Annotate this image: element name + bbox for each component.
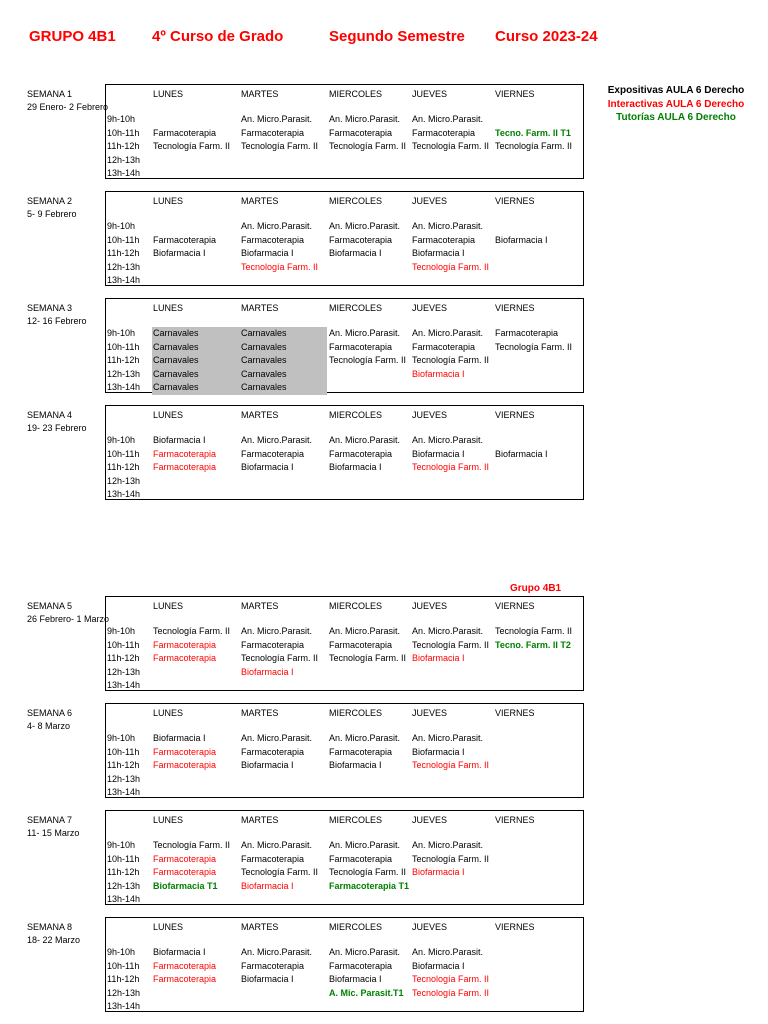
class-slot: Biofarmacia I [329,462,382,472]
day-header: JUEVES [412,89,448,99]
day-header: MARTES [241,196,279,206]
week-dates: 5- 9 Febrero [27,208,77,219]
day-header: MIERCOLES [329,410,383,420]
class-slot: Farmacoterapia [329,960,393,971]
day-header: MIERCOLES [329,196,383,206]
hour-label: 13h-14h [107,680,141,690]
hour-label: 13h-14h [107,1001,141,1011]
class-slot: Biofarmacia I [153,733,206,743]
class-slot: An. Micro.Parasit. [329,840,401,850]
week-name: SEMANA 4 [27,410,73,420]
class-slot: Farmacoterapia [153,760,217,770]
week-label [27,302,87,327]
class-slot: Farmacoterapia [153,853,217,864]
class-slot: An. Micro.Parasit. [412,840,484,850]
class-slot: Biofarmacia I [412,248,465,258]
week-dates: 18- 22 Marzo [27,934,81,945]
class-slot: Tecnología Farm. II [329,141,407,151]
class-slot: An. Micro.Parasit. [241,435,313,445]
class-slot: An. Micro.Parasit. [412,114,484,124]
class-slot: Tecnología Farm. II [153,840,231,850]
class-slot: Farmacoterapia [329,639,393,650]
class-slot: An. Micro.Parasit. [412,328,484,338]
class-slot: Tecnología Farm. II [329,653,407,663]
class-slot: Carnavales [153,368,199,379]
class-slot: An. Micro.Parasit. [412,626,484,636]
day-header: MIERCOLES [329,815,383,825]
class-slot: Tecnología Farm. II [329,867,407,877]
week-dates: 12- 16 Febrero [27,315,87,326]
class-slot: Tecnología Farm. II [412,987,490,998]
class-slot: Biofarmacia I [412,867,465,877]
hour-label: 11h-12h [107,462,140,472]
class-slot: Farmacoterapia [153,462,217,472]
class-slot: Tecnología Farm. II [241,141,319,151]
hour-label: 9h-10h [107,221,136,231]
class-slot: Tecnología Farm. II [241,261,319,272]
day-header: JUEVES [412,303,448,313]
hour-label: 12h-13h [107,154,141,165]
class-slot: Farmacoterapia [241,639,305,650]
week-dates: 4- 8 Marzo [27,720,71,731]
day-header: LUNES [153,601,184,611]
class-slot: Biofarmacia I [241,462,294,472]
class-slot: Biofarmacia I [329,974,382,984]
day-header: MARTES [241,410,279,420]
hour-label: 11h-12h [107,355,140,365]
class-slot: Carnavales [241,341,287,352]
class-slot: Farmacoterapia [412,127,476,138]
day-header: MARTES [241,708,279,718]
week-table [105,703,584,798]
class-slot: An. Micro.Parasit. [241,114,313,124]
class-slot: Farmacoterapia [329,234,393,245]
hour-label: 9h-10h [107,114,136,124]
class-slot: Tecnología Farm. II [153,141,231,151]
hour-label: 10h-11h [107,341,140,352]
hour-label: 13h-14h [107,787,141,797]
week-label [27,409,87,434]
class-slot: Farmacoterapia [241,234,305,245]
class-slot: Biofarmacia I [241,760,294,770]
class-slot: Farmacoterapia [241,127,305,138]
class-slot: Tecno. Farm. II T2 [495,639,571,650]
week-label [27,707,72,732]
legend-expositivas: Expositivas AULA 6 Derecho [607,85,745,96]
class-slot: An. Micro.Parasit. [412,221,484,231]
hour-label: 11h-12h [107,760,140,770]
class-slot: Farmacoterapia [153,867,217,877]
year-title: Curso 2023-24 [495,28,598,45]
class-slot: Farmacoterapia [329,341,393,352]
class-slot: Farmacoterapia [153,234,217,245]
week-table [105,917,584,1012]
class-slot: An. Micro.Parasit. [241,947,313,957]
hour-label: 12h-13h [107,773,141,784]
day-header: VIERNES [495,196,535,206]
class-slot: Biofarmacia I [241,974,294,984]
day-header: JUEVES [412,922,448,932]
day-header: MARTES [241,601,279,611]
class-slot: Farmacoterapia [329,127,393,138]
class-slot: Biofarmacia I [495,448,548,459]
hour-label: 10h-11h [107,746,140,757]
class-slot: Biofarmacia I [241,248,294,258]
class-slot: Farmacoterapia [241,853,305,864]
course-title: 4º Curso de Grado [152,28,284,45]
hour-label: 13h-14h [107,275,141,285]
hour-label: 10h-11h [107,853,140,864]
class-slot: An. Micro.Parasit. [329,114,401,124]
hour-label: 12h-13h [107,987,141,998]
class-slot: An. Micro.Parasit. [412,435,484,445]
week-label [27,921,80,946]
class-slot: A. Mic. Parasit.T1 [329,987,404,998]
day-header: JUEVES [412,708,448,718]
week-name: SEMANA 3 [27,303,73,313]
day-header: LUNES [153,922,184,932]
hour-label: 9h-10h [107,328,136,338]
day-header: MIERCOLES [329,708,383,718]
hour-label: 11h-12h [107,653,140,663]
week-name: SEMANA 7 [27,815,73,825]
group-label: Grupo 4B1 [510,583,562,594]
class-slot: An. Micro.Parasit. [412,947,484,957]
class-slot: Farmacoterapia [153,653,217,663]
class-slot: An. Micro.Parasit. [329,947,401,957]
day-header: VIERNES [495,89,535,99]
class-slot: Biofarmacia I [329,248,382,258]
class-slot: Farmacoterapia [153,127,217,138]
hour-label: 10h-11h [107,960,140,971]
class-slot: Tecnología Farm. II [241,867,319,877]
class-slot: Farmacoterapia [329,746,393,757]
class-slot: Carnavales [241,368,287,379]
legend-tutorias: Tutorías AULA 6 Derecho [616,112,736,123]
hour-label: 13h-14h [107,168,141,178]
class-slot: Biofarmacia I [153,248,206,258]
class-slot: Tecnología Farm. II [495,626,573,636]
class-slot: An. Micro.Parasit. [241,221,313,231]
day-header: MIERCOLES [329,922,383,932]
week-table [105,191,584,286]
class-slot: Biofarmacia I [329,760,382,770]
class-slot: Biofarmacia I [412,653,465,663]
week-name: SEMANA 1 [27,89,73,99]
hour-label: 11h-12h [107,974,140,984]
day-header: MARTES [241,89,279,99]
hour-label: 11h-12h [107,248,140,258]
day-header: LUNES [153,815,184,825]
week-label [27,195,77,220]
day-header: VIERNES [495,815,535,825]
day-header: VIERNES [495,922,535,932]
day-header: LUNES [153,708,184,718]
hour-label: 10h-11h [107,127,140,138]
day-header: MIERCOLES [329,303,383,313]
hour-label: 9h-10h [107,947,136,957]
class-slot: Biofarmacia T1 [153,880,218,891]
hour-label: 12h-13h [107,475,141,486]
class-slot: Biofarmacia I [412,448,465,459]
week-table [105,596,584,691]
day-header: VIERNES [495,708,535,718]
week-name: SEMANA 5 [27,601,73,611]
week-dates: 26 Febrero- 1 Marzo [27,613,110,624]
hour-label: 9h-10h [107,733,136,743]
week-name: SEMANA 6 [27,708,73,718]
class-slot: Biofarmacia I [412,746,465,757]
hour-label: 12h-13h [107,880,141,891]
week-table [105,810,584,905]
class-slot: An. Micro.Parasit. [241,626,313,636]
class-slot: Farmacoterapia [241,746,305,757]
hour-label: 11h-12h [107,867,140,877]
day-header: LUNES [153,303,184,313]
class-slot: Tecnología Farm. II [412,141,490,151]
class-slot: Farmacoterapia [329,853,393,864]
day-header: VIERNES [495,601,535,611]
day-header: VIERNES [495,410,535,420]
day-header: LUNES [153,196,184,206]
week-table [105,405,584,500]
hour-label: 10h-11h [107,234,140,245]
class-slot: Farmacoterapia [241,448,305,459]
class-slot: An. Micro.Parasit. [241,733,313,743]
class-slot: Biofarmacia I [412,368,465,379]
week-table [105,298,584,393]
week-label [27,600,109,625]
class-slot: Farmacoterapia [241,960,305,971]
legend-interactivas: Interactivas AULA 6 Derecho [607,98,745,110]
class-slot: Carnavales [241,328,287,338]
class-slot: Farmacoterapia [153,960,217,971]
week-label [27,814,79,839]
class-slot: Biofarmacia I [241,666,294,677]
day-header: MIERCOLES [329,89,383,99]
day-header: MARTES [241,303,279,313]
class-slot: Tecno. Farm. II T1 [495,127,571,138]
group-title: GRUPO 4B1 [29,28,116,45]
day-header: JUEVES [412,601,448,611]
class-slot: Tecnología Farm. II [412,639,490,650]
class-slot: Tecnología Farm. II [495,141,573,151]
class-slot: Carnavales [153,328,199,338]
class-slot: Tecnología Farm. II [241,653,319,663]
hour-label: 9h-10h [107,626,136,636]
class-slot: Farmacoterapia [412,341,476,352]
class-slot: Tecnología Farm. II [329,355,407,365]
class-slot: Tecnología Farm. II [412,853,490,864]
hour-label: 9h-10h [107,840,136,850]
week-table [105,84,584,179]
day-header: JUEVES [412,815,448,825]
class-slot: Farmacoterapia T1 [329,880,410,891]
class-slot: Biofarmacia I [412,960,465,971]
class-slot: Biofarmacia I [241,880,294,891]
day-header: JUEVES [412,196,448,206]
hour-label: 13h-14h [107,894,141,904]
class-slot: An. Micro.Parasit. [329,435,401,445]
hour-label: 9h-10h [107,435,136,445]
class-slot: Carnavales [241,355,287,365]
class-slot: Biofarmacia I [495,234,548,245]
semester-title: Segundo Semestre [329,28,465,45]
class-slot: Carnavales [153,355,199,365]
hour-label: 10h-11h [107,448,140,459]
class-slot: Tecnología Farm. II [153,626,231,636]
class-slot: Tecnología Farm. II [412,760,490,770]
class-slot: Tecnología Farm. II [495,341,573,352]
day-header: MARTES [241,815,279,825]
hour-label: 12h-13h [107,666,141,677]
week-label [27,88,108,113]
week-dates: 29 Enero- 2 Febrero [27,101,109,112]
class-slot: Tecnología Farm. II [412,355,490,365]
legend [588,84,764,125]
hour-label: 13h-14h [107,382,141,392]
class-slot: Biofarmacia I [153,947,206,957]
day-header: LUNES [153,410,184,420]
class-slot: An. Micro.Parasit. [241,840,313,850]
class-slot: Tecnología Farm. II [412,261,490,272]
class-slot: Farmacoterapia [153,746,217,757]
day-header: MARTES [241,922,279,932]
class-slot: An. Micro.Parasit. [329,733,401,743]
class-slot: Farmacoterapia [153,448,217,459]
class-slot: An. Micro.Parasit. [329,626,401,636]
class-slot: Carnavales [153,341,199,352]
class-slot: Farmacoterapia [329,448,393,459]
hour-label: 10h-11h [107,639,140,650]
day-header: LUNES [153,89,184,99]
class-slot: Carnavales [241,382,287,392]
class-slot: Tecnología Farm. II [412,462,490,472]
class-slot: Farmacoterapia [495,328,559,338]
class-slot: An. Micro.Parasit. [329,328,401,338]
day-header: MIERCOLES [329,601,383,611]
class-slot: An. Micro.Parasit. [412,733,484,743]
day-header: JUEVES [412,410,448,420]
class-slot: Farmacoterapia [412,234,476,245]
week-name: SEMANA 8 [27,922,73,932]
hour-label: 12h-13h [107,261,141,272]
hour-label: 13h-14h [107,489,141,499]
class-slot: Farmacoterapia [153,639,217,650]
week-name: SEMANA 2 [27,196,73,206]
class-slot: Biofarmacia I [153,435,206,445]
day-header: VIERNES [495,303,535,313]
week-dates: 11- 15 Marzo [27,827,80,838]
class-slot: Farmacoterapia [153,974,217,984]
class-slot: An. Micro.Parasit. [329,221,401,231]
class-slot: Tecnología Farm. II [412,974,490,984]
hour-label: 11h-12h [107,141,140,151]
class-slot: Carnavales [153,382,199,392]
week-dates: 19- 23 Febrero [27,422,87,433]
hour-label: 12h-13h [107,368,141,379]
